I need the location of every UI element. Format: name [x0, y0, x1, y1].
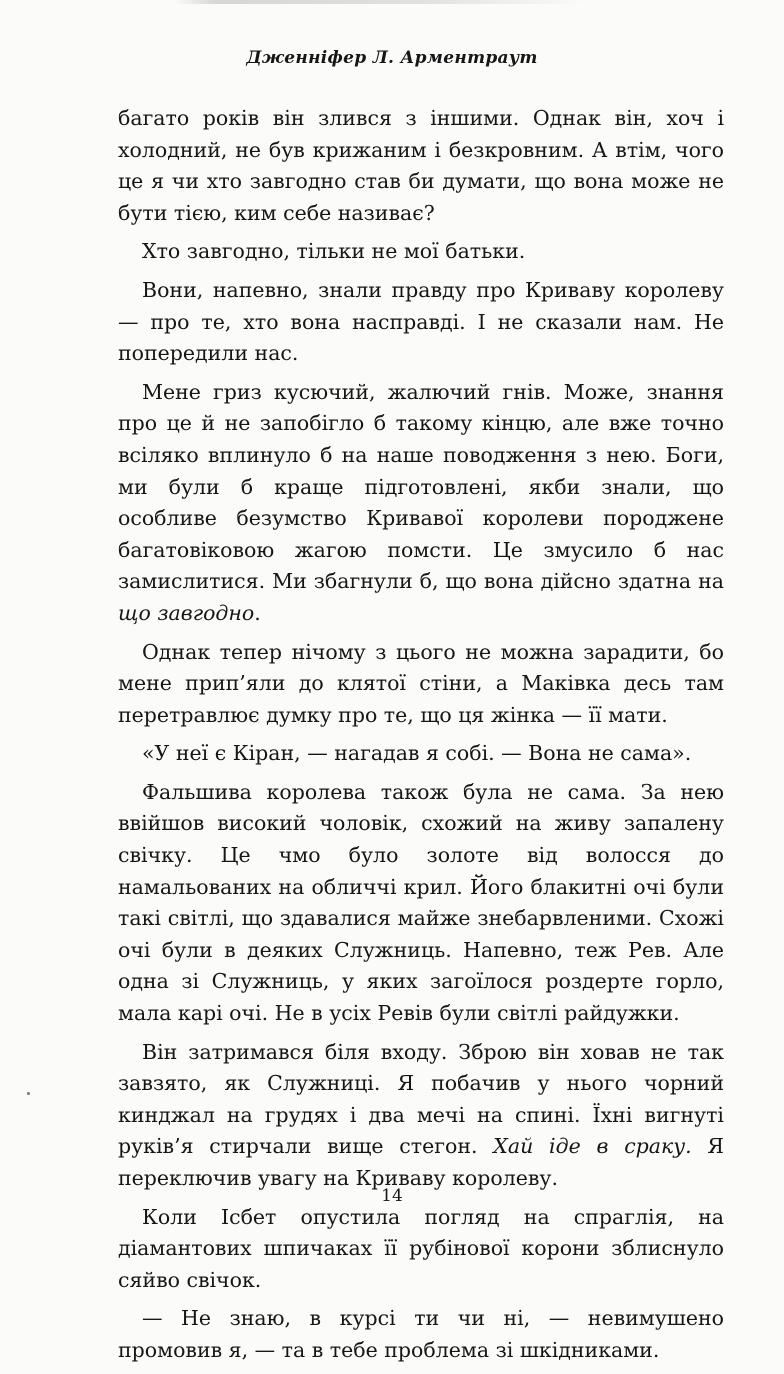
body-text — [118, 103, 724, 1374]
paragraph: Хто завгодно, тільки не мої батьки. — [142, 239, 526, 264]
paragraph: Коли Ісбет опустила погляд на спраглія, на діамантових шпичаках її рубінової корони зблиснуло сяйво свічок. — [118, 1204, 724, 1292]
paragraph: — Не знаю, в курсі ти чи ні, — невимушено промовив я, — та в тебе проблема зі шкідниками. — [118, 1306, 724, 1362]
paragraph-end: . — [254, 600, 261, 625]
italic-phrase: Хай іде в сраку. — [493, 1134, 692, 1159]
paragraph-text: Він затримався біля входу. Зброю він ховав не так завзято, як Служниці. Я побачив у нього чорний кинджал на грудях і два мечі на спині. Їхні вигнуті руків’я стирчали вище стегон. — [118, 1039, 724, 1159]
paragraph-text: Мене гриз кусючий, жалючий гнів. Може, знання про це й не запобігло б такому кінцю, але вже точно всіляко вплинуло б на наше поводження з нею. Боги, ми були б краще підготовлені, якби знали, що особливе безумство Кривавої королеви породжене багатовіковою жагою помсти. Це змусило б нас замислитися. Ми збагнули б, що вона дійсно здатна на — [118, 379, 724, 594]
running-head: Дженніфер Л. Арментраут — [246, 48, 538, 68]
paragraph — [118, 1037, 724, 1195]
paragraph: Фальшива королева також була не сама. За нею ввійшов високий чоловік, схожий на живу запалену свічку. Це чмо було золоте від волосся до намальованих на обличчі крил. Його блакитні очі були такі світлі, що здавалися майже знебарвленими. Схожі очі були в деяких Служниць. Напевно, теж Рев. Але одна зі Служниць, у яких загоїлося роздерте горло, мала карі очі. Не в усіх Ревів були світлі райдужки. — [118, 779, 724, 1026]
scan-edge-artifact — [175, 0, 585, 4]
paragraph: «У неї є Кіран, — нагадав я собі. — Вона не сама». — [142, 741, 692, 766]
paragraph: Однак тепер нічому з цього не можна зарадити, бо мене прип’яли до клятої стіни, а Маківка десь там перетравлює думку про те, що ця жінка — її мати. — [118, 639, 724, 727]
paragraph — [118, 377, 724, 630]
page-number: 14 — [381, 1186, 403, 1206]
paragraph-text: Я переключив увагу на Криваву королеву. — [118, 1134, 724, 1190]
scan-speck — [27, 1092, 30, 1095]
paragraph: Вони, напевно, знали правду про Криваву королеву — про те, хто вона насправді. І не сказали нам. Не попередили нас. — [118, 277, 724, 366]
paragraph: багато років він злився з іншими. Однак він, хоч і холодний, не був крижаним і безкровним. А втім, чого це я чи хто завгодно став би думати, що вона може не бути тією, ким себе називає? — [118, 106, 724, 225]
italic-phrase: що завгодно — [118, 600, 255, 625]
